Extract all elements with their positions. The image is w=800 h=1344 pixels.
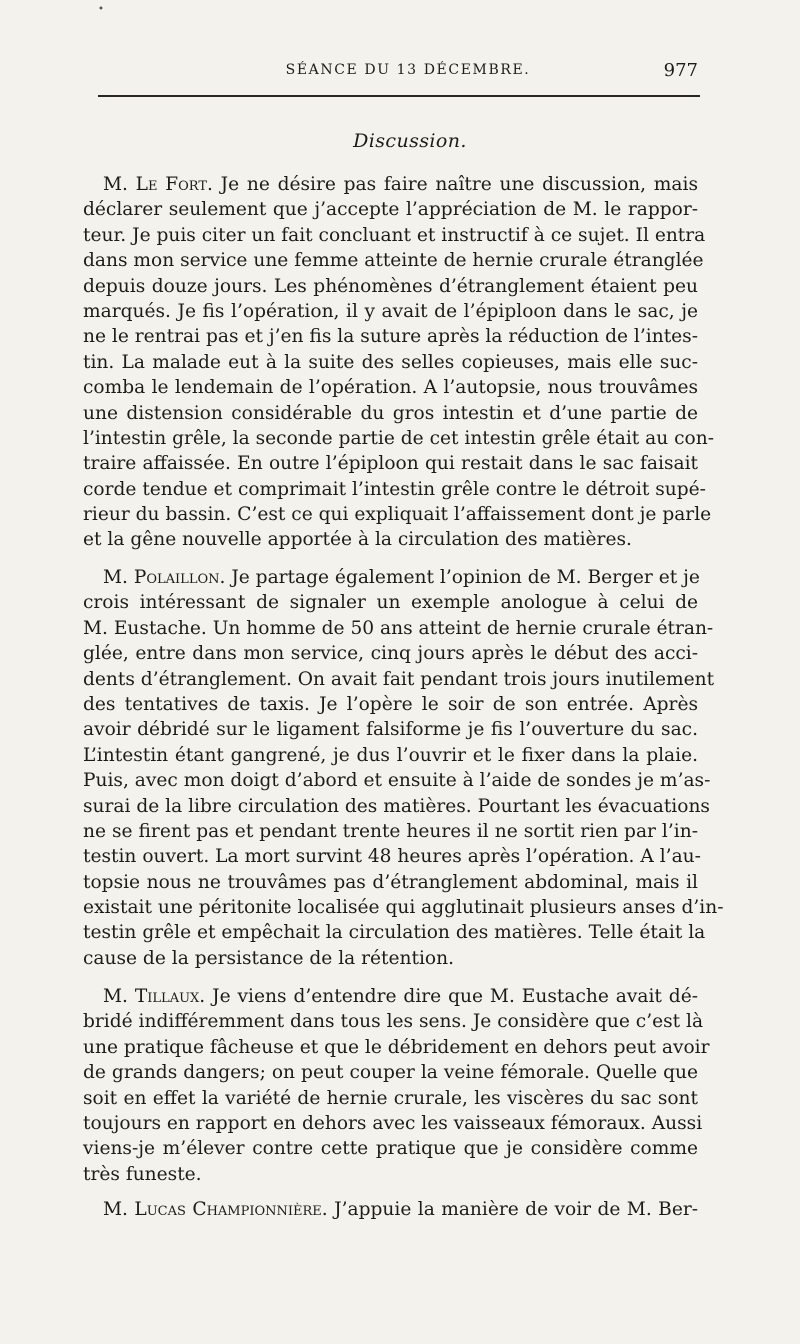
paragraph-line: avoir débridé sur le ligament falsiforme je fis l’ouverture du sac. [83, 719, 698, 741]
paragraph-line: rieur du bassin. C’est ce qui expliquait l’affaissement dont je parle [83, 504, 712, 526]
paragraph-line: topsie nous ne trouvâmes pas d’étranglement abdominal, mais il [83, 871, 698, 893]
paragraph-line: M. Le Fort. Je ne désire pas faire naître une discussion, mais [103, 174, 698, 195]
paragraph-line: M. Lucas Championnière. J’appuie la manière de voir de M. Ber- [103, 1199, 698, 1220]
speaker-name: M. Lucas Championnière. [103, 1199, 328, 1220]
paragraph-line: l’intestin grêle, la seconde partie de cet intestin grêle était au con- [83, 427, 715, 449]
running-head: SÉANCE DU 13 DÉCEMBRE. [285, 62, 531, 78]
paragraph-line: dents d’étranglement. On avait fait pendant trois jours inutilement [83, 668, 715, 690]
paragraph-line: bridé indifféremment dans tous les sens. Je considère que c’est là [83, 1011, 704, 1033]
paragraph-lucas-championniere [83, 1197, 698, 1222]
paragraph-line: viens-je m’élever contre cette pratique que je considère comme [83, 1138, 698, 1160]
paragraph-line: Puis, avec mon doigt d’abord et ensuite à l’aide de sondes je m’as- [83, 770, 711, 792]
print-speck: • [98, 4, 104, 15]
paragraph-line: toujours en rapport en dehors avec les vaisseaux fémoraux. Aussi [83, 1112, 703, 1134]
paragraph-line: une pratique fâcheuse et que le débridement en dehors peut avoir [83, 1036, 710, 1058]
paragraph-line: cause de la persistance de la rétention. [83, 947, 454, 969]
paragraph-line: marqués. Je fis l’opération, il y avait de l’épiploon dans le sac, je [83, 300, 698, 322]
paragraph-line: ne le rentrai pas et j’en fis la suture après la réduction de l’intes- [83, 326, 698, 348]
paragraph-tillaux [83, 984, 710, 1187]
paragraph-line: M. Tillaux. Je viens d’entendre dire que M. Eustache avait dé- [103, 986, 698, 1007]
paragraph-line: des tentatives de taxis. Je l’opère le soir de son entrée. Après [83, 693, 698, 715]
paragraph-line: depuis douze jours. Les phénomènes d’étranglement étaient peu [83, 275, 698, 297]
paragraph-line: et la gêne nouvelle apportée à la circulation des matières. [83, 529, 632, 551]
page-number: 977 [663, 60, 698, 81]
paragraph-line: de grands dangers; on peut couper la veine fémorale. Quelle que [83, 1062, 698, 1084]
paragraph-line: teur. Je puis citer un fait concluant et instructif à ce sujet. Il entra [83, 224, 706, 246]
speaker-name: M. Polaillon. [103, 567, 226, 588]
paragraph-line: ne se firent pas et pendant trente heures il ne sortit rien par l’in- [83, 820, 698, 842]
paragraph-line: comba le lendemain de l’opération. A l’autopsie, nous trouvâmes [83, 377, 698, 399]
paragraph-line: glée, entre dans mon service, cinq jours après le début des acci- [83, 643, 698, 665]
paragraph-line: déclarer seulement que j’accepte l’appréciation de M. le rappor- [83, 199, 698, 221]
speaker-name: M. Le Fort. [103, 174, 213, 195]
speaker-name: M. Tillaux. [103, 986, 206, 1007]
paragraph-line: une distension considérable du gros intestin et d’une partie de [83, 402, 698, 424]
paragraph-line: L’intestin étant gangrené, je dus l’ouvrir et le fixer dans la plaie. [83, 744, 698, 766]
paragraph-line: traire affaissée. En outre l’épiploon qui restait dans le sac faisait [83, 453, 698, 475]
paragraph-line: très funeste. [83, 1163, 202, 1185]
paragraph-line: existait une péritonite localisée qui agglutinait plusieurs anses d’in- [83, 897, 724, 919]
paragraph-line: soit en effet la variété de hernie crurale, les viscères du sac sont [83, 1087, 698, 1109]
paragraph-le-fort [83, 172, 715, 553]
paragraph-line: crois intéressant de signaler un exemple anologue à celui de [83, 592, 698, 614]
paragraph-line: M. Polaillon. Je partage également l’opinion de M. Berger et je [103, 567, 700, 588]
page-header [98, 60, 698, 86]
paragraph-line: M. Eustache. Un homme de 50 ans atteint de hernie crurale étran- [83, 617, 714, 639]
paragraph-line: dans mon service une femme atteinte de hernie crurale étranglée [83, 250, 704, 272]
paragraph-line: tin. La malade eut à la suite des selles copieuses, mais elle suc- [83, 351, 698, 373]
header-rule [98, 95, 700, 97]
section-title: Discussion. [353, 130, 467, 152]
paragraph-polaillon [83, 565, 724, 971]
paragraph-line: testin ouvert. La mort survint 48 heures après l’opération. A l’au- [83, 846, 701, 868]
paragraph-line: surai de la libre circulation des matières. Pourtant les évacuations [83, 795, 710, 817]
paragraph-line: corde tendue et comprimait l’intestin grêle contre le détroit supé- [83, 478, 706, 500]
paragraph-line: testin grêle et empêchait la circulation des matières. Telle était la [83, 922, 706, 944]
